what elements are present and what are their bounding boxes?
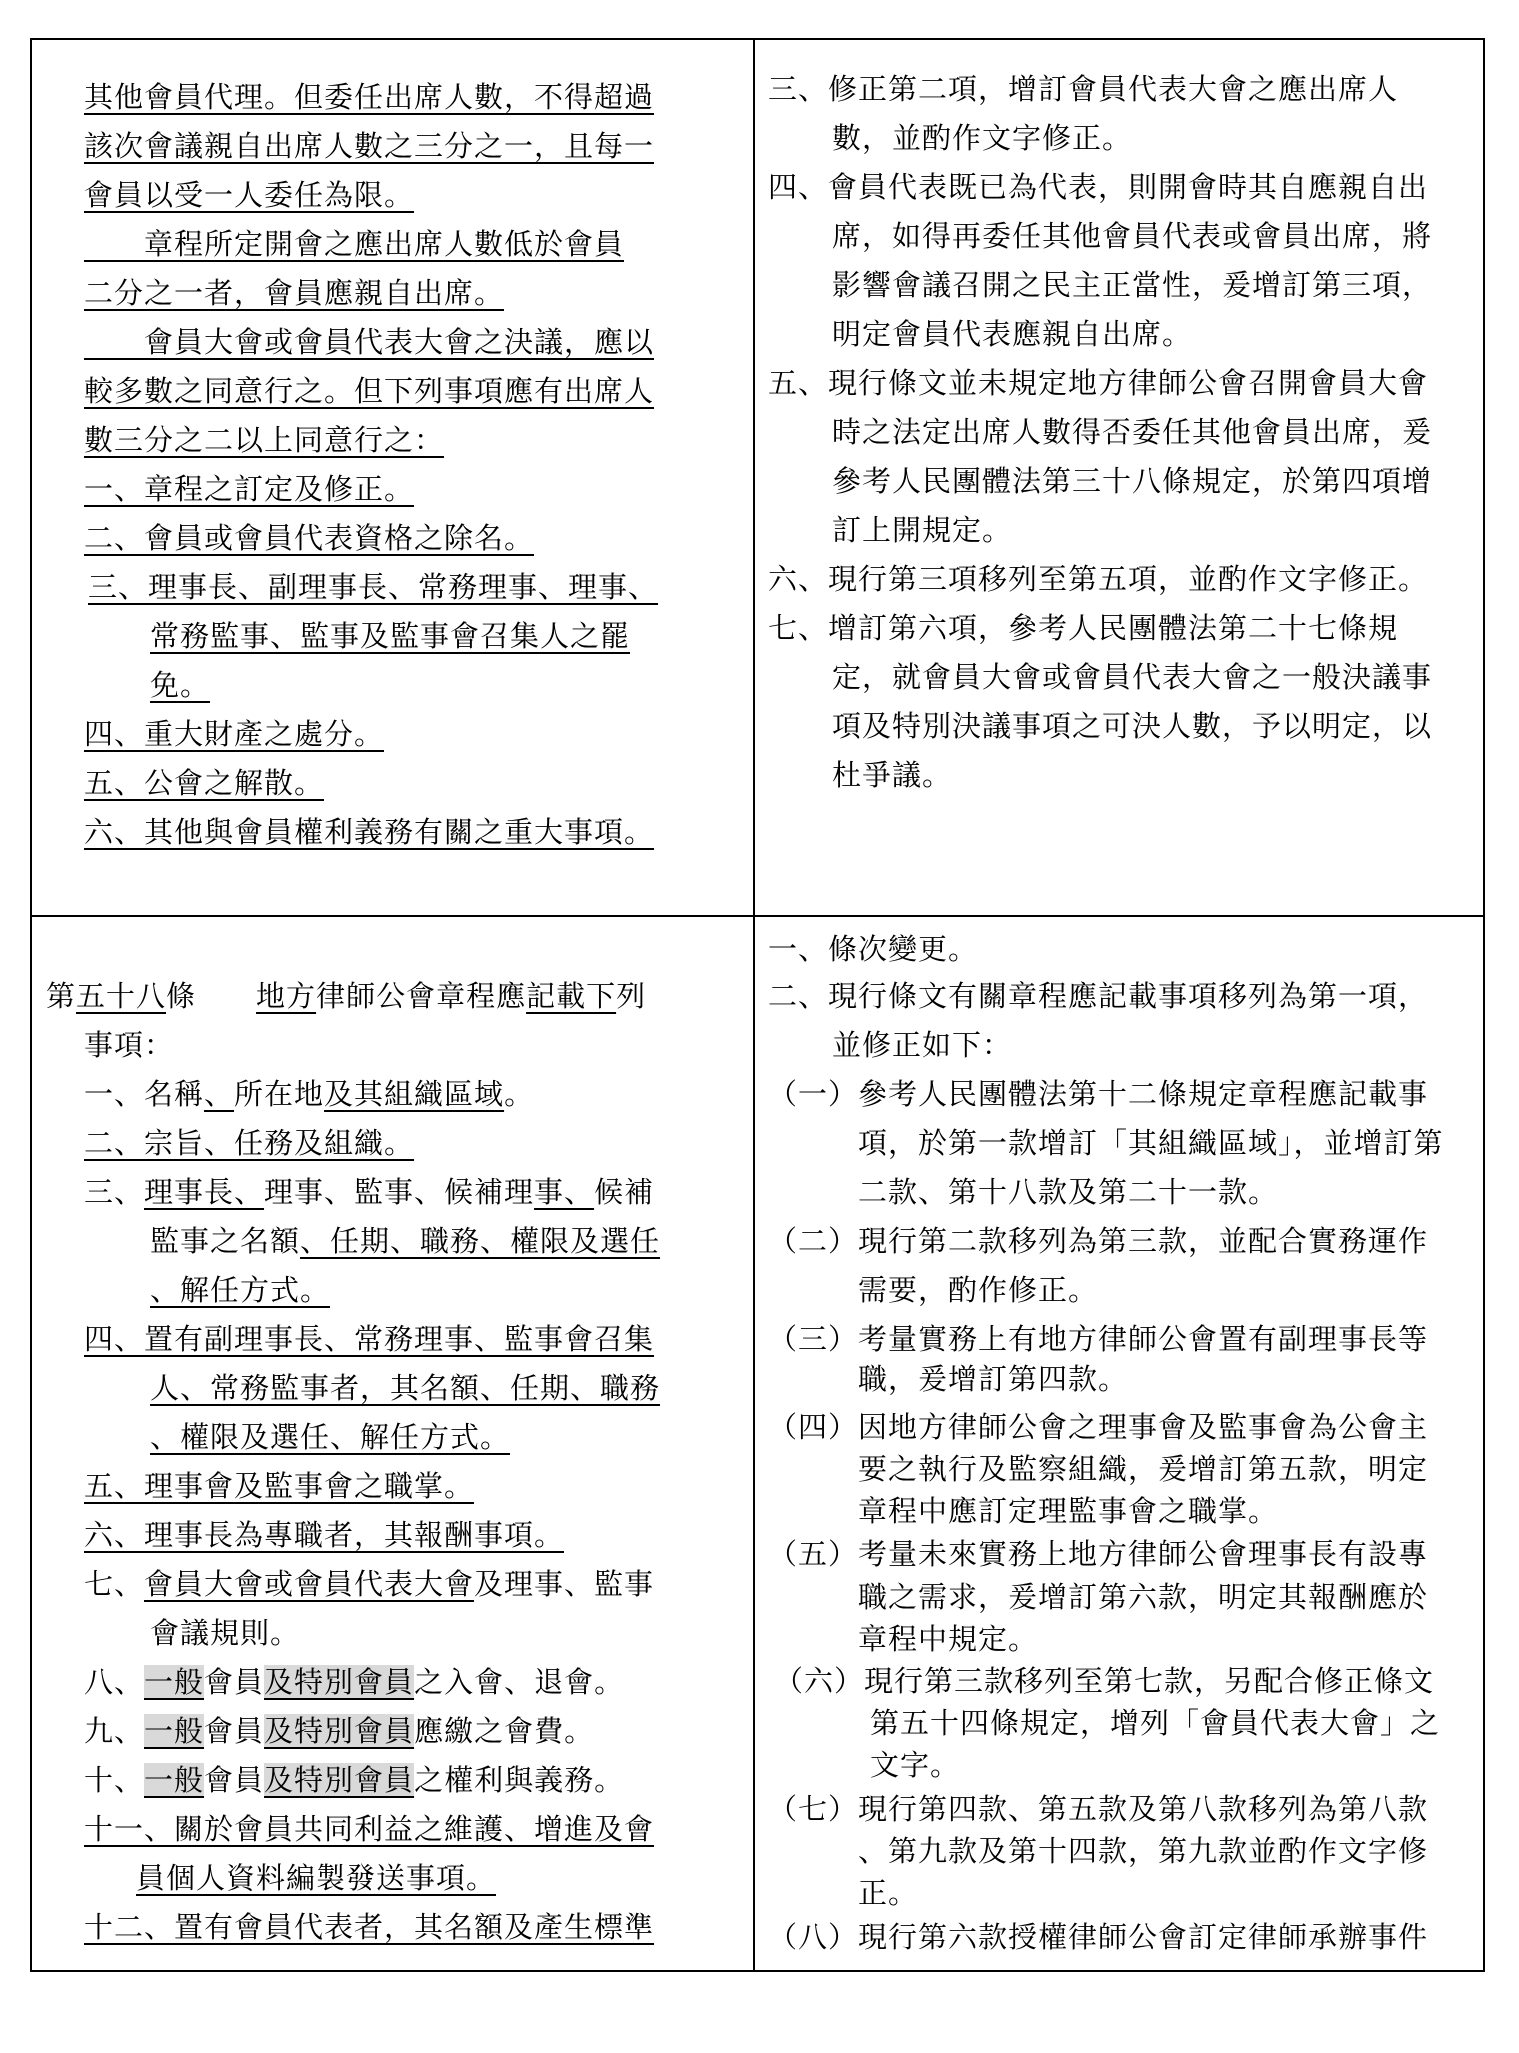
text-line: 並修正如下：: [832, 1028, 1013, 1062]
text-line: 十一、關於會員共同利益之維護、增進及會: [84, 1812, 655, 1846]
text-line: 二、宗旨、任務及組織。: [84, 1126, 415, 1160]
text-line: 十、一般會員及特別會員之權利與義務。: [84, 1763, 625, 1797]
text-line: 要之執行及監察組織，爰增訂第五款，明定: [858, 1452, 1429, 1486]
text-line: 事項：: [84, 1028, 175, 1062]
text-line: 二款、第十八款及第二十一款。: [858, 1175, 1279, 1209]
text-line: （七）現行第四款、第五款及第八款移列為第八款: [768, 1792, 1429, 1826]
text-line: 八、一般會員及特別會員之入會、退會。: [84, 1665, 625, 1699]
text-line: 七、增訂第六項，參考人民團體法第二十七條規: [768, 611, 1399, 645]
text-line: 項及特別決議事項之可決人數，予以明定，以: [832, 709, 1433, 743]
text-line: 二、現行條文有關章程應記載事項移列為第一項，: [768, 979, 1429, 1013]
text-line: 參考人民團體法第三十八條規定，於第四項增: [832, 464, 1433, 498]
text-line: 杜爭議。: [832, 758, 953, 792]
text-line: 一、名稱、所在地及其組織區域。: [84, 1077, 535, 1111]
text-line: 正。: [858, 1876, 919, 1910]
text-line: 、解任方式。: [150, 1273, 331, 1307]
text-line: 定，就會員大會或會員代表大會之一般決議事: [832, 660, 1433, 694]
text-line: （六）現行第三款移列至第七款，另配合修正條文: [774, 1664, 1435, 1698]
text-line: 五、現行條文並未規定地方律師公會召開會員大會: [768, 366, 1429, 400]
text-line: 人、常務監事者，其名額、任期、職務: [150, 1371, 661, 1405]
text-line: 三、理事長、理事、監事、候補理事、候補: [84, 1175, 655, 1209]
text-line: 員個人資料編製發送事項。: [136, 1861, 497, 1895]
text-line: 免。: [150, 668, 211, 702]
text-line: 六、其他與會員權利義務有關之重大事項。: [84, 815, 655, 849]
text-line: 項，於第一款增訂「其組織區域」，並增訂第: [858, 1126, 1444, 1160]
text-line: 六、理事長為專職者，其報酬事項。: [84, 1518, 565, 1552]
text-line: （一）參考人民團體法第十二條規定章程應記載事: [768, 1077, 1429, 1111]
text-line: 職之需求，爰增訂第六款，明定其報酬應於: [858, 1580, 1429, 1614]
text-line: 三、修正第二項，增訂會員代表大會之應出席人: [768, 72, 1399, 106]
text-line: 職，爰增訂第四款。: [858, 1362, 1129, 1396]
text-line: 二分之一者，會員應親自出席。: [84, 276, 505, 310]
text-line: 文字。: [870, 1748, 961, 1782]
row-divider: [32, 915, 1483, 917]
text-line: 章程所定開會之應出席人數低於會員: [84, 227, 625, 261]
text-line: 數，並酌作文字修正。: [832, 121, 1133, 155]
text-line: 一、條次變更。: [768, 932, 979, 966]
text-line: 時之法定出席人數得否委任其他會員出席，爰: [832, 415, 1433, 449]
text-line: 其他會員代理。但委任出席人數，不得超過: [84, 80, 655, 114]
text-line: 第五十四條規定，增列「會員代表大會」之: [870, 1706, 1441, 1740]
text-line: 四、置有副理事長、常務理事、監事會召集: [84, 1322, 655, 1356]
text-line: 、權限及選任、解任方式。: [150, 1420, 511, 1454]
text-line: 九、一般會員及特別會員應繳之會費。: [84, 1714, 595, 1748]
text-line: 會員大會或會員代表大會之決議，應以: [84, 325, 655, 359]
text-line: （四）因地方律師公會之理事會及監事會為公會主: [768, 1410, 1429, 1444]
text-line: （五）考量未來實務上地方律師公會理事長有設專: [768, 1537, 1429, 1571]
text-line: （八）現行第六款授權律師公會訂定律師承辦事件: [768, 1920, 1429, 1954]
text-line: 五、公會之解散。: [84, 766, 325, 800]
text-line: 二、會員或會員代表資格之除名。: [84, 521, 535, 555]
text-line: （三）考量實務上有地方律師公會置有副理事長等: [768, 1322, 1429, 1356]
text-line: 訂上開規定。: [832, 513, 1013, 547]
text-line: 七、會員大會或會員代表大會及理事、監事: [84, 1567, 655, 1601]
text-line: 三、理事長、副理事長、常務理事、理事、: [88, 570, 659, 604]
text-line: 影響會議召開之民主正當性，爰增訂第三項，: [832, 268, 1433, 302]
text-line: 會議規則。: [150, 1616, 301, 1650]
text-line: 較多數之同意行之。但下列事項應有出席人: [84, 374, 655, 408]
text-line: 監事之名額、任期、職務、權限及選任: [150, 1224, 661, 1258]
text-line: 六、現行第三項移列至第五項，並酌作文字修正。: [768, 562, 1429, 596]
text-line: 四、重大財產之處分。: [84, 717, 385, 751]
text-line: 該次會議親自出席人數之三分之一，且每一: [84, 129, 655, 163]
text-line: 章程中規定。: [858, 1622, 1039, 1656]
text-line: 四、會員代表既已為代表，則開會時其自應親自出: [768, 170, 1429, 204]
text-line: 數三分之二以上同意行之：: [84, 423, 445, 457]
text-line: 需要，酌作修正。: [858, 1273, 1099, 1307]
text-line: 明定會員代表應親自出席。: [832, 317, 1193, 351]
article-heading: 第五十八條 地方律師公會章程應記載下列: [46, 979, 647, 1013]
text-line: （二）現行第二款移列為第三款，並配合實務運作: [768, 1224, 1429, 1258]
text-line: 十二、置有會員代表者，其名額及產生標準: [84, 1910, 655, 1944]
text-line: 五、理事會及監事會之職掌。: [84, 1469, 475, 1503]
text-line: 常務監事、監事及監事會召集人之罷: [150, 619, 631, 653]
text-line: 會員以受一人委任為限。: [84, 178, 415, 212]
text-line: 席，如得再委任其他會員代表或會員出席，將: [832, 219, 1433, 253]
column-divider: [753, 40, 755, 1970]
text-line: 一、章程之訂定及修正。: [84, 472, 415, 506]
comparison-table: [30, 38, 1485, 1972]
text-line: 章程中應訂定理監事會之職掌。: [858, 1494, 1279, 1528]
text-line: 、第九款及第十四款，第九款並酌作文字修: [858, 1834, 1429, 1868]
